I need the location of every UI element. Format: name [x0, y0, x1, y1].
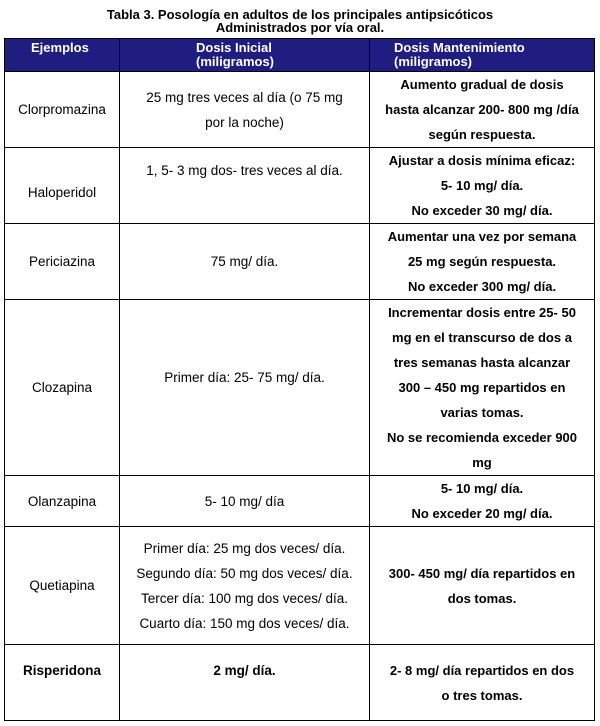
header-dosis-mant-label: Dosis Mantenimiento	[394, 40, 525, 55]
maintenance-dose	[370, 645, 595, 721]
header-dosis-inicial	[120, 39, 370, 72]
maintenance-dose	[370, 300, 595, 476]
maintenance-dose	[370, 72, 595, 148]
table-row	[5, 527, 595, 645]
table-row	[5, 476, 595, 527]
initial-dose	[120, 645, 370, 721]
dose-line: tres semanas hasta alcanzar	[393, 355, 571, 370]
dose-line: 25 mg tres veces al día (o 75 mg	[146, 89, 343, 105]
maintenance-dose	[370, 148, 595, 224]
header-dosis-inicial-label: Dosis Inicial	[196, 40, 272, 55]
caption-line-2: Administrados por vía oral.	[215, 20, 385, 35]
table-row	[5, 72, 595, 148]
dose-line: Segundo día: 50 mg dos veces/ día.	[136, 565, 353, 581]
initial-dose	[120, 148, 370, 224]
maintenance-dose	[370, 224, 595, 300]
initial-dose	[120, 476, 370, 527]
dosage-table	[4, 38, 595, 721]
initial-dose	[120, 72, 370, 148]
initial-dose	[120, 300, 370, 476]
dose-line: 2 mg/ día.	[213, 662, 276, 678]
drug-name: Quetiapina	[5, 527, 120, 645]
header-dosis-mantenimiento	[370, 39, 595, 72]
dose-line: Incrementar dosis entre 25- 50	[388, 305, 576, 320]
dose-line: Ajustar a dosis mínima eficaz:	[388, 153, 576, 168]
dose-line: No exceder 300 mg/ día.	[407, 279, 557, 294]
drug-name: Haloperidol	[5, 148, 120, 224]
dose-line: 25 mg según respuesta.	[407, 254, 557, 269]
maintenance-dose	[370, 527, 595, 645]
caption-line-1: Tabla 3. Posología en adultos de los principales antipsicóticos	[106, 7, 494, 22]
dose-line: No exceder 30 mg/ día.	[411, 203, 553, 218]
header-ejemplos	[5, 39, 120, 72]
dose-line: mg	[472, 455, 492, 470]
dose-line: 5- 10 mg/ día.	[440, 481, 524, 496]
table-row	[5, 300, 595, 476]
dose-line: 5- 10 mg/ día	[204, 493, 285, 509]
drug-name: Clozapina	[5, 300, 120, 476]
dose-line: por la noche)	[205, 114, 284, 130]
dose-line: No exceder 20 mg/ día.	[411, 506, 553, 521]
dose-line: hasta alcanzar 200- 800 mg /día	[385, 102, 579, 117]
drug-name: Olanzapina	[5, 476, 120, 527]
dose-line: 300 – 450 mg repartidos en	[398, 380, 566, 395]
maintenance-dose	[370, 476, 595, 527]
dose-line: Tercer día: 100 mg dos veces/ día.	[140, 590, 349, 606]
dose-line: dos tomas.	[447, 590, 517, 606]
header-dosis-mant-unit: (miligramos)	[394, 54, 473, 69]
dose-line: Aumentar una vez por semana	[387, 229, 577, 244]
header-ejemplos-label: Ejemplos	[31, 40, 89, 55]
dose-line: según respuesta.	[428, 127, 536, 142]
header-row	[5, 39, 595, 72]
dose-line: Primer día: 25- 75 mg/ día.	[164, 370, 325, 385]
dose-line: 75 mg/ día.	[210, 254, 279, 269]
drug-name: Periciazina	[5, 224, 120, 300]
dose-line: Aumento gradual de dosis	[400, 77, 564, 92]
table-row	[5, 148, 595, 224]
dose-line: 300- 450 mg/ día repartidos en	[388, 565, 576, 581]
dose-line: varias tomas.	[440, 405, 524, 420]
drug-name: Clorpromazina	[5, 72, 120, 148]
table-caption	[0, 0, 600, 34]
initial-dose	[120, 527, 370, 645]
header-dosis-inicial-unit: (miligramos)	[196, 54, 275, 69]
initial-dose	[120, 224, 370, 300]
table-row	[5, 224, 595, 300]
dose-line: mg en el transcurso de dos a	[392, 330, 572, 345]
dose-line: Primer día: 25 mg dos veces/ día.	[143, 540, 346, 556]
dose-line: o tres tomas.	[441, 687, 523, 703]
dose-line: Cuarto día: 150 mg dos veces/ día.	[139, 615, 350, 631]
drug-name: Risperidona	[5, 645, 120, 721]
dose-line: No se recomienda exceder 900	[386, 430, 578, 445]
dose-line: 5- 10 mg/ día.	[440, 178, 524, 193]
dose-line: 1, 5- 3 mg dos- tres veces al día.	[146, 163, 343, 178]
table-row	[5, 645, 595, 721]
dose-line: 2- 8 mg/ día repartidos en dos	[389, 662, 575, 678]
